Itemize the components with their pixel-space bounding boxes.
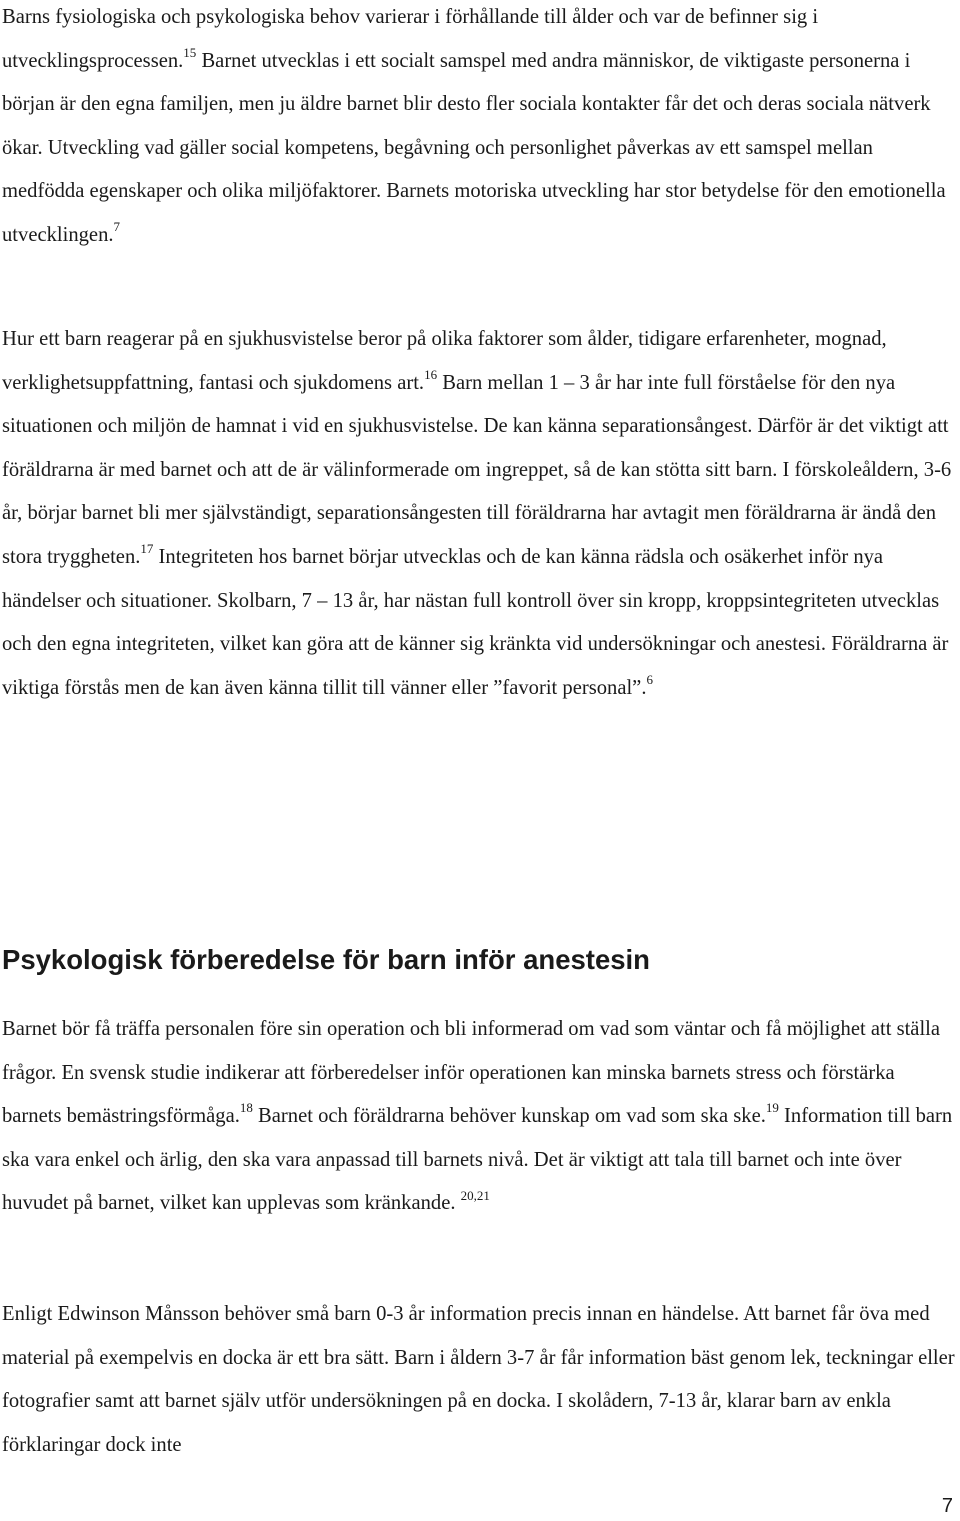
reference-marker: 17 xyxy=(140,541,154,557)
reference-marker: 6 xyxy=(646,671,653,687)
paragraph-hospital-reactions xyxy=(2,318,958,710)
reference-marker: 20,21 xyxy=(460,1187,490,1203)
paragraph-child-development xyxy=(2,0,958,258)
reference-marker: 19 xyxy=(765,1100,779,1116)
paragraph-preparation xyxy=(2,1008,958,1226)
paragraph-text: Barnet utvecklas i ett socialt samspel med andra människor, de viktigaste personerna i början är den egna familjen, men ju äldre barnet blir desto fler sociala kontakter får det och deras sociala nätverk ökar. Utveckling vad gäller social kompetens, begåvning och personlighet påverkas av ett samspel mellan medfödda egenskaper och olika miljöfaktorer. Barnets motoriska utveckling har stor betydelse för den emotionella utvecklingen. xyxy=(2,49,946,246)
paragraph-text: Barn mellan 1 – 3 år har inte full förståelse för den nya situationen och miljön de hamnat i vid en sjukhusvistelse. De kan känna separationsångest. Därför är det viktigt att föräldrarna är med barnet och att de är välinformerade om ingreppet, så de kan stötta sitt barn. I förskoleåldern, 3-6 år, börjar barnet bli mer självständigt, separationsångesten till föräldrarna har avtagit men föräldrarna är ändå den stora tryggheten. xyxy=(2,371,952,568)
reference-marker: 16 xyxy=(424,366,438,382)
paragraph-text: Barnet och föräldrarna behöver kunskap om vad som ska ske. xyxy=(252,1105,766,1128)
paragraph-text: Enligt Edwinson Månsson behöver små barn 0-3 år information precis innan en händelse. Att barnet får öva med material på exempelvis en docka är ett bra sätt. Barn i åldern 3-7 år får information bäst genom lek, teckningar eller fotografier samt att barnet själv utför undersökningen på en docka. I skolådern, 7-13 år, klarar barn av enkla förklaringar dock inte xyxy=(2,1303,955,1456)
paragraph-text: Information till barn ska vara enkel och ärlig, den ska vara anpassad till barnets nivå. Det är viktigt att tala till barnet och inte över huvudet på barnet, vilket kan upplevas som kränkande. xyxy=(2,1105,953,1215)
paragraph-text: Integriteten hos barnet börjar utvecklas och de kan känna rädsla och osäkerhet inför nya händelser och situationer. Skolbarn, 7 – 13 år, har nästan full kontroll över sin kropp, kroppsintegriteten utvecklas och den egna integriteten, vilket kan göra att de känner sig kränkta vid undersökningar och anestesi. Föräldrarna är viktiga förstås men de kan även känna tillit till vänner eller ”favorit personal”. xyxy=(2,545,949,699)
reference-marker: 7 xyxy=(113,219,121,235)
paragraph-text: Hur ett barn reagerar på en sjukhusvistelse beror på olika faktorer som ålder, tidigare erfarenheter, mognad, verklighetsuppfattning, fantasi och sjukdomens art. xyxy=(2,328,887,394)
paragraph-text: Barns fysiologiska och psykologiska behov varierar i förhållande till ålder och var de befinner sig i utvecklingsprocessen. xyxy=(2,6,819,72)
paragraph-age-information xyxy=(2,1293,958,1467)
page-number: 7 xyxy=(941,1495,953,1517)
section-heading: Psykologisk förberedelse för barn inför anestesin xyxy=(2,944,650,975)
reference-marker: 15 xyxy=(183,44,197,60)
reference-marker: 18 xyxy=(239,1100,253,1116)
paragraph-text: Barnet bör få träffa personalen före sin operation och bli informerad om vad som väntar och få möjlighet att ställa frågor. En svensk studie indikerar att förberedelser inför operationen kan minska barnets stress och förstärka barnets bemästringsförmåga. xyxy=(2,1018,941,1128)
